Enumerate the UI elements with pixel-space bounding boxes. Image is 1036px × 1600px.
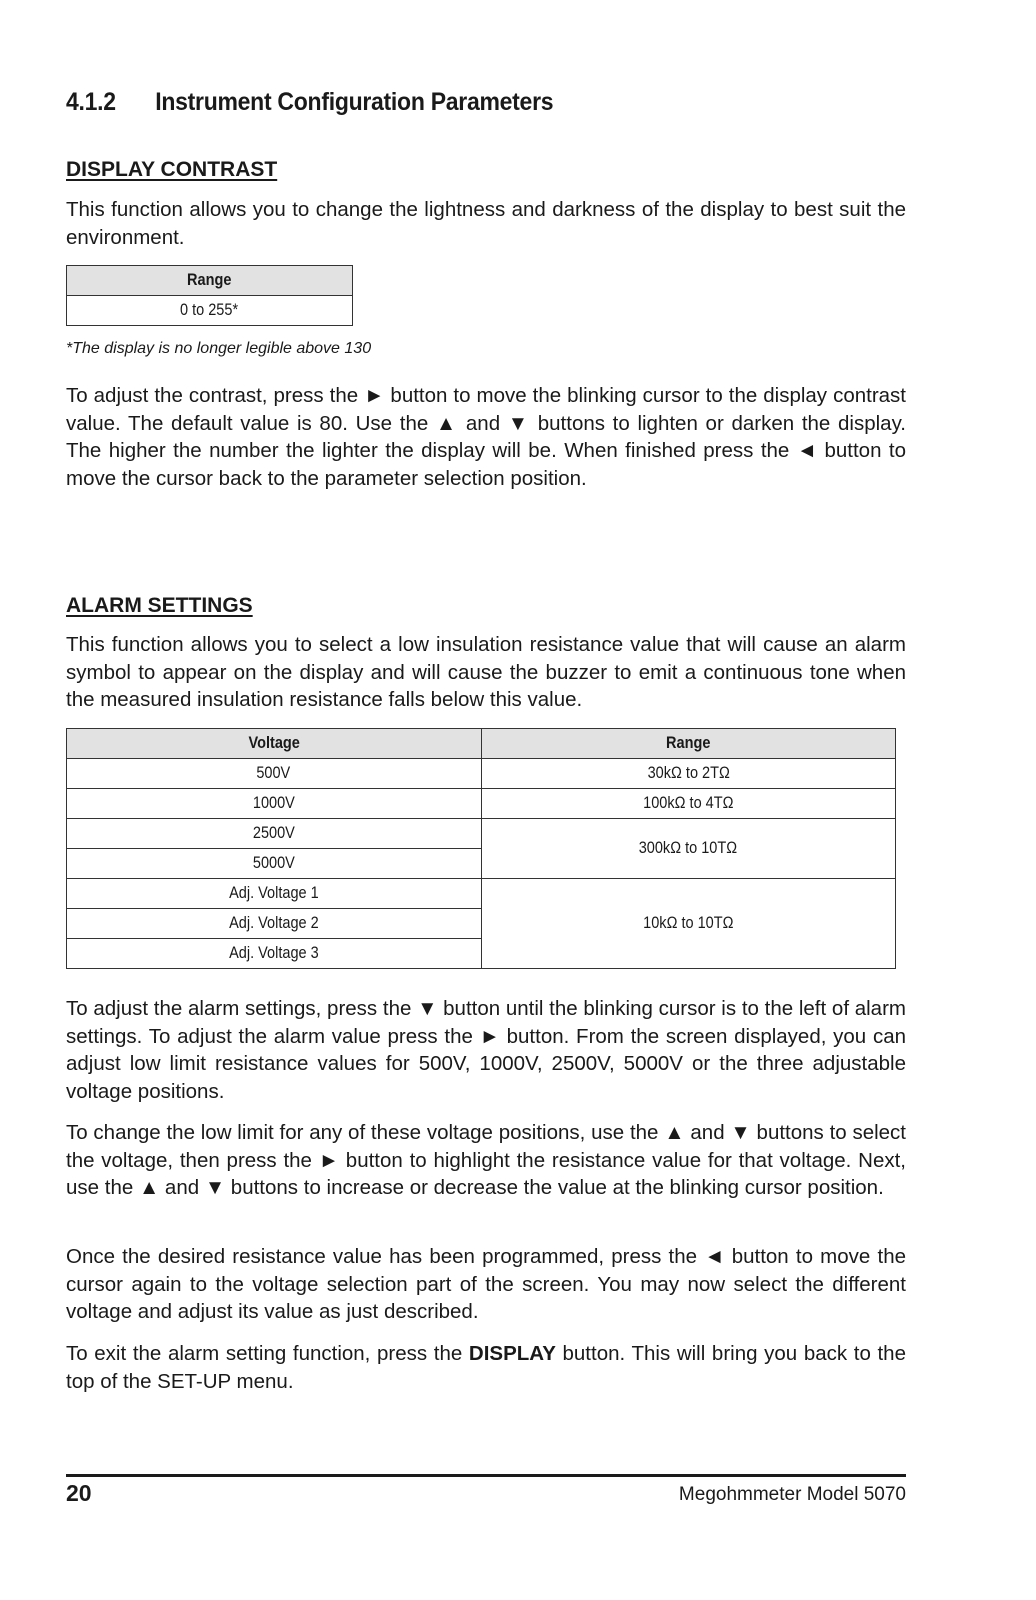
contrast-range-value: 0 to 255* — [67, 296, 353, 326]
alarm-adjust-paragraph: To adjust the alarm settings, press the ▼ button until the blinking cursor is to the left of alarm settings. To adjust the alarm value press the ► button. From the screen displayed, you can adjust low limit resistance values for 500V, 1000V, 2500V, 5000V or the three adjustable voltage positions. — [66, 997, 906, 1103]
alarm-settings-heading: ALARM SETTINGS — [66, 594, 253, 617]
page-number: 20 — [66, 1480, 92, 1506]
display-contrast-heading: DISPLAY CONTRAST — [66, 158, 278, 181]
voltage-cell: 1000V — [67, 789, 482, 819]
contrast-footnote: *The display is no longer legible above 130 — [66, 340, 372, 357]
table-header-row — [67, 729, 896, 759]
range-cell: 300kΩ to 10TΩ — [481, 819, 896, 879]
alarm-settings-intro: This function allows you to select a low insulation resistance value that will cause an alarm symbol to appear on the display and will cause the buzzer to emit a continuous tone when the measured insulation resistance falls below this value. — [66, 633, 906, 711]
voltage-cell: Adj. Voltage 2 — [67, 909, 482, 939]
voltage-cell: Adj. Voltage 3 — [67, 939, 482, 969]
display-contrast-instructions: To adjust the contrast, press the ► button to move the blinking cursor to the display contrast value. The default value is 80. Use the ▲ and ▼ buttons to lighten or darken the display. The higher the number the lighter the display will be. When finished press the ◄ button to move the cursor back to the parameter selection position. — [66, 384, 906, 490]
voltage-cell: 2500V — [67, 819, 482, 849]
voltage-column-header: Voltage — [67, 729, 482, 759]
alarm-range-table — [66, 728, 896, 969]
contrast-range-table — [66, 265, 353, 326]
alarm-low-limit-paragraph: To change the low limit for any of these voltage positions, use the ▲ and ▼ buttons to select the voltage, then press the ► button to highlight the resistance value for that voltage. Next, use the ▲ and ▼ buttons to increase or decrease the value at the blinking cursor position. — [66, 1121, 906, 1199]
alarm-exit-paragraph: To exit the alarm setting function, press the DISPLAY button. This will bring you back to the top of the SET-UP menu. — [66, 1342, 906, 1393]
footer-title: Megohmmeter Model 5070 — [678, 1484, 906, 1505]
voltage-cell: Adj. Voltage 1 — [67, 879, 482, 909]
range-column-header: Range — [481, 729, 896, 759]
section-heading — [66, 88, 839, 117]
table-row — [67, 879, 896, 909]
section-number: 4.1.2 — [66, 88, 116, 116]
range-cell: 100kΩ to 4TΩ — [481, 789, 896, 819]
range-cell: 30kΩ to 2TΩ — [481, 759, 896, 789]
footer-divider — [66, 1474, 906, 1477]
section-title: Instrument Configuration Parameters — [155, 88, 554, 116]
table-row — [67, 759, 896, 789]
range-cell: 10kΩ to 10TΩ — [481, 879, 896, 969]
table-row — [67, 789, 896, 819]
voltage-cell: 5000V — [67, 849, 482, 879]
contrast-range-header: Range — [67, 266, 353, 296]
alarm-programmed-paragraph: Once the desired resistance value has been programmed, press the ◄ button to move the cursor again to the voltage selection part of the screen. You may now select the different voltage and adjust its value as just described. — [66, 1245, 906, 1323]
display-contrast-intro: This function allows you to change the lightness and darkness of the display to best suit the environment. — [66, 198, 906, 249]
voltage-cell: 500V — [67, 759, 482, 789]
table-row — [67, 819, 896, 849]
display-button-label: DISPLAY — [468, 1342, 556, 1365]
